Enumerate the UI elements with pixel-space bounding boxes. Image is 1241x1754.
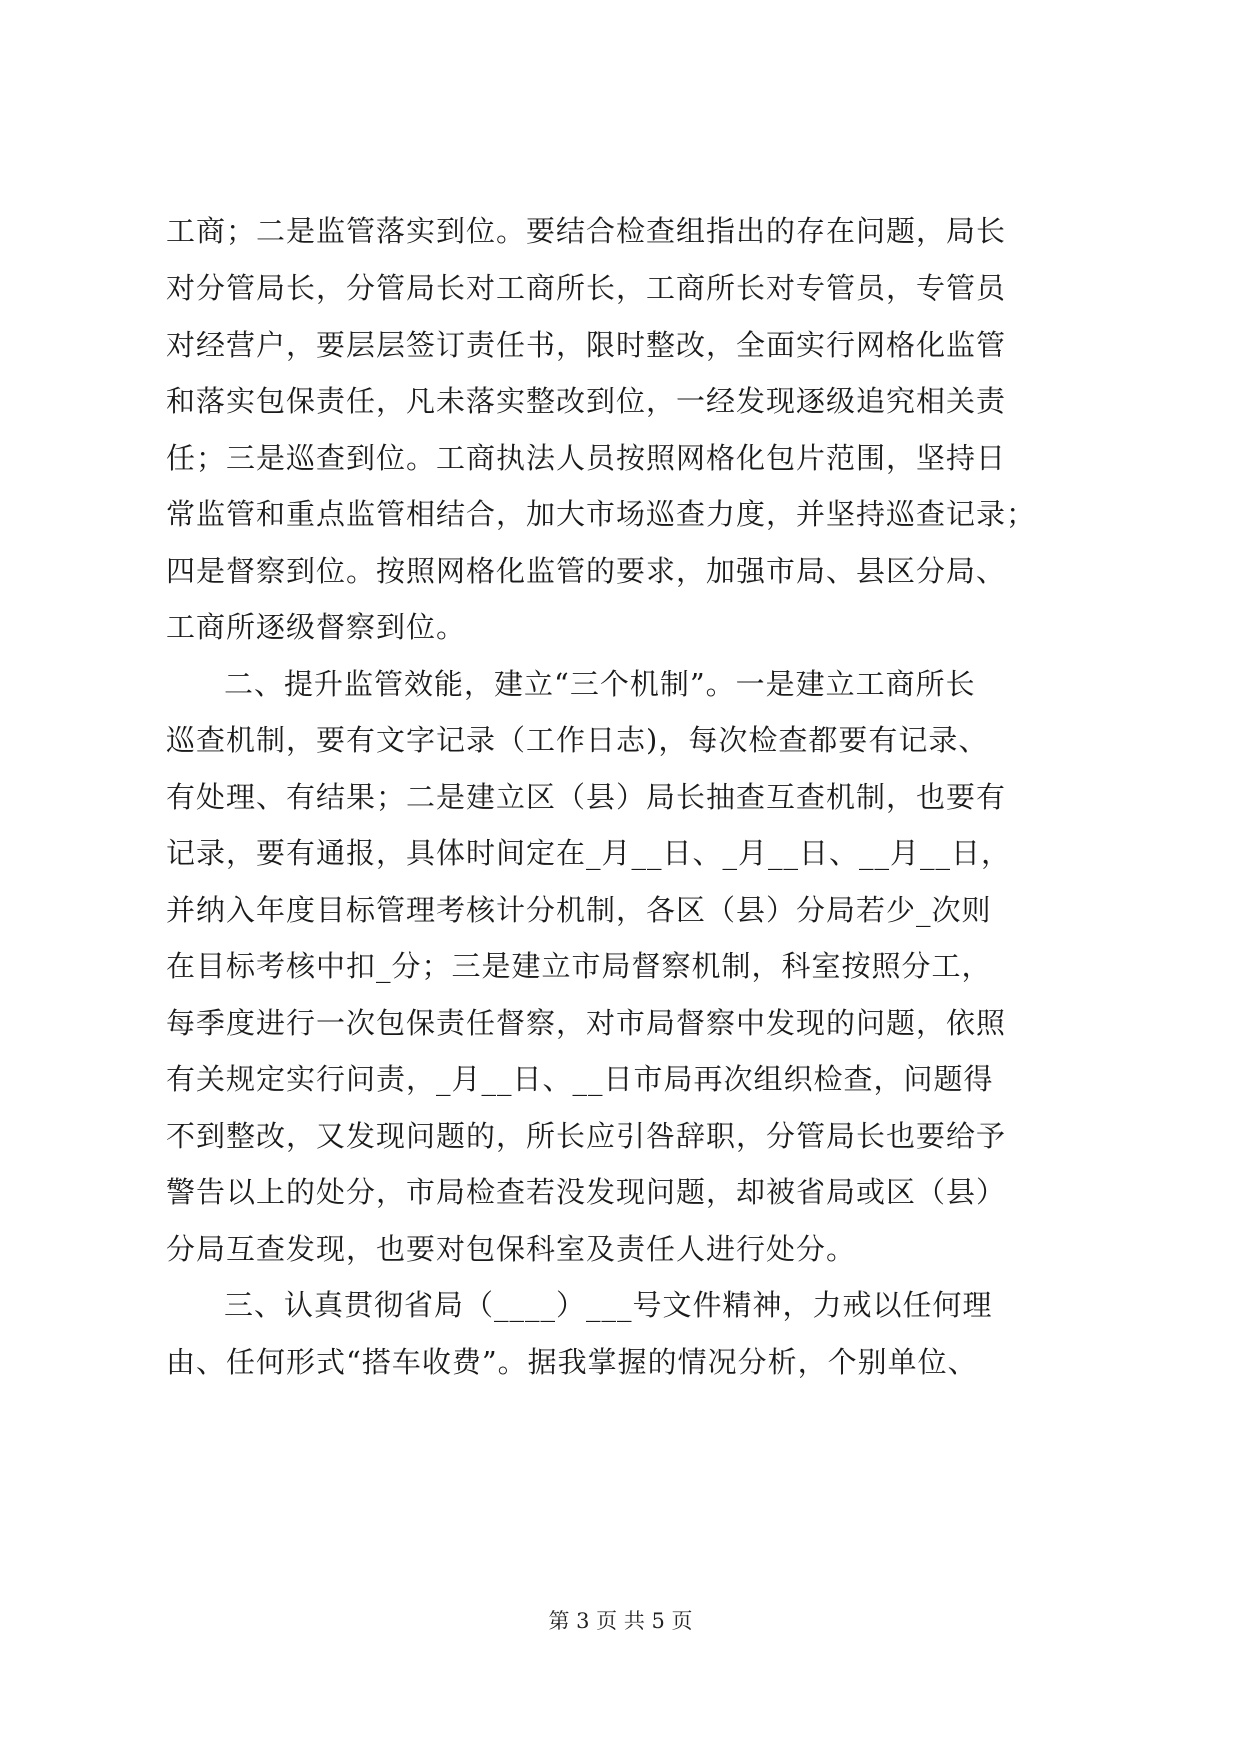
- body-line-16: 有关规定实行问责，_月__日、__日市局再次组织检查，问题得: [166, 1062, 994, 1096]
- body-line-4: 和落实包保责任，凡未落实整改到位，一经发现逐级追究相关责: [166, 384, 1007, 418]
- body-line-15: 每季度进行一次包保责任督察，对市局督察中发现的问题，依照: [166, 1006, 1007, 1040]
- body-line-17: 不到整改，又发现问题的，所长应引咎辞职，分管局长也要给予: [166, 1119, 1007, 1153]
- body-line-3: 对经营户，要层层签订责任书，限时整改，全面实行网格化监管: [166, 328, 1007, 362]
- paragraph-two-first-line: 二、提升监管效能，建立“三个机制”。一是建立工商所长: [224, 667, 976, 701]
- body-line-8: 工商所逐级督察到位。: [166, 610, 467, 644]
- paragraph-three-first-line: 三、认真贯彻省局（____）___号文件精神，力戒以任何理: [224, 1288, 993, 1322]
- body-line-19: 分局互查发现，也要对包保科室及责任人进行处分。: [166, 1232, 857, 1266]
- page-footer: 第 3 页 共 5 页: [548, 1609, 693, 1633]
- body-line-2: 对分管局长，分管局长对工商所长，工商所长对专管员，专管员: [166, 271, 1007, 305]
- body-line-21: 由、任何形式“搭车收费”。据我掌握的情况分析，个别单位、: [166, 1345, 978, 1379]
- body-line-6: 常监管和重点监管相结合，加大市场巡查力度，并坚持巡查记录；: [166, 497, 1037, 531]
- body-line-12: 记录，要有通报，具体时间定在_月__日、_月__日、__月__日，: [166, 836, 1012, 870]
- body-line-11: 有处理、有结果；二是建立区（县）局长抽查互查机制，也要有: [166, 780, 1007, 814]
- body-line-10: 巡查机制，要有文字记录（工作日志)，每次检查都要有记录、: [166, 723, 989, 757]
- body-line-1: 工商；二是监管落实到位。要结合检查组指出的存在问题，局长: [166, 214, 1007, 248]
- body-line-14: 在目标考核中扣_分；三是建立市局督察机制，科室按照分工，: [166, 949, 992, 983]
- body-line-5: 任；三是巡查到位。工商执法人员按照网格化包片范围，坚持日: [166, 441, 1007, 475]
- body-line-7: 四是督察到位。按照网格化监管的要求，加强市局、县区分局、: [166, 554, 1007, 588]
- body-line-13: 并纳入年度目标管理考核计分机制，各区（县）分局若少_次则: [166, 893, 992, 927]
- body-line-18: 警告以上的处分，市局检查若没发现问题，却被省局或区（县）: [166, 1175, 1007, 1209]
